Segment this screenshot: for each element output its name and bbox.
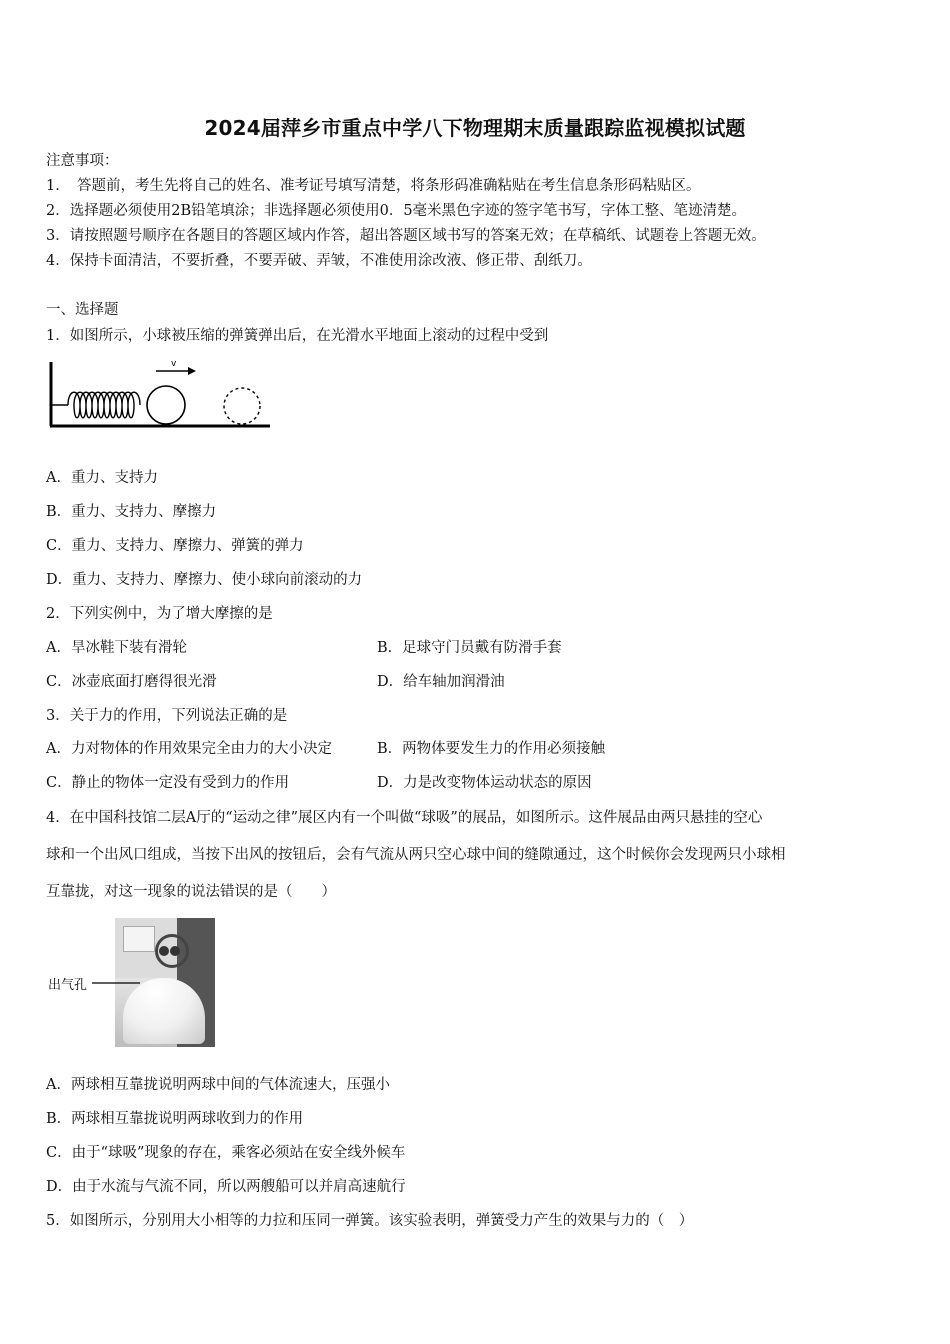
- q1-option: A．重力、支持力: [46, 470, 158, 486]
- q4-stem-line: 4．在中国科技馆二层A厅的“运动之律”展区内有一个叫做“球吸”的展品，如图所示。这件展品由两只悬挂的空心: [46, 810, 763, 826]
- q3-option: D．力是改变物体运动状态的原因: [377, 775, 592, 791]
- q4-stem-line: 球和一个出风口组成，当按下出风的按钮后，会有气流从两只空心球中间的缝隙通过，这个时候你会发现两只小球相: [46, 847, 786, 863]
- q1-option: C．重力、支持力、摩擦力、弹簧的弹力: [46, 538, 304, 554]
- q3-stem: 3．关于力的作用，下列说法正确的是: [46, 708, 288, 724]
- q3-option: C．静止的物体一定没有受到力的作用: [46, 775, 290, 791]
- spring-icon: [68, 392, 140, 418]
- q1-option: D．重力、支持力、摩擦力、使小球向前滚动的力: [46, 572, 363, 588]
- q5-stem: 5．如图所示，分别用大小相等的力拉和压同一弹簧。该实验表明，弹簧受力产生的效果与力的（ ）: [46, 1213, 694, 1229]
- notice-item: 1． 答题前，考生先将自己的姓名、准考证号填写清楚，将条形码准确粘贴在考生信息条形码粘贴区。: [46, 178, 701, 194]
- ball-icon: [147, 386, 185, 424]
- page-title: 2024届萍乡市重点中学八下物理期末质量跟踪监视模拟试题: [204, 116, 746, 140]
- q4-option: D．由于水流与气流不同，所以两艘船可以并肩高速航行: [46, 1179, 406, 1195]
- air-outlet-label: 出气孔: [48, 978, 88, 993]
- notice-heading: 注意事项：: [46, 153, 119, 169]
- q2-option: A．旱冰鞋下装有滑轮: [46, 640, 187, 656]
- q3-option: A．力对物体的作用效果完全由力的大小决定: [46, 741, 332, 757]
- pointer-line: [92, 978, 142, 988]
- q2-option: B．足球守门员戴有防滑手套: [377, 640, 562, 656]
- q2-stem: 2．下列实例中，为了增大摩擦的是: [46, 606, 273, 622]
- ball-dashed-icon: [224, 388, 260, 424]
- q2-option: C．冰壶底面打磨得很光滑: [46, 674, 217, 690]
- q2-option: D．给车轴加润滑油: [377, 674, 505, 690]
- q1-option: B．重力、支持力、摩擦力: [46, 504, 217, 520]
- velocity-label: v: [171, 359, 177, 369]
- q3-option: B．两物体要发生力的作用必须接触: [377, 741, 606, 757]
- spring-ball-figure: [46, 354, 274, 434]
- notice-item: 3．请按照题号顺序在各题目的答题区域内作答，超出答题区域书写的答案无效；在草稿纸、试题卷上答题无效。: [46, 228, 766, 244]
- q4-option: A．两球相互靠拢说明两球中间的气体流速大，压强小: [46, 1077, 390, 1093]
- q1-stem: 1．如图所示，小球被压缩的弹簧弹出后，在光滑水平地面上滚动的过程中受到: [46, 328, 549, 344]
- notice-item: 4．保持卡面清洁，不要折叠，不要弄破、弄皱，不准使用涂改液、修正带、刮纸刀。: [46, 253, 592, 269]
- q4-option: C．由于“球吸”现象的存在，乘客必须站在安全线外候车: [46, 1145, 406, 1161]
- section-heading: 一、选择题: [46, 302, 119, 318]
- notice-item: 2．选择题必须使用2B铅笔填涂；非选择题必须使用0．5毫米黑色字迹的签字笔书写，字体工整、笔迹清楚。: [46, 203, 747, 219]
- q4-option: B．两球相互靠拢说明两球收到力的作用: [46, 1111, 304, 1127]
- q4-stem-line: 互靠拢，对这一现象的说法错误的是（ ）: [46, 884, 336, 900]
